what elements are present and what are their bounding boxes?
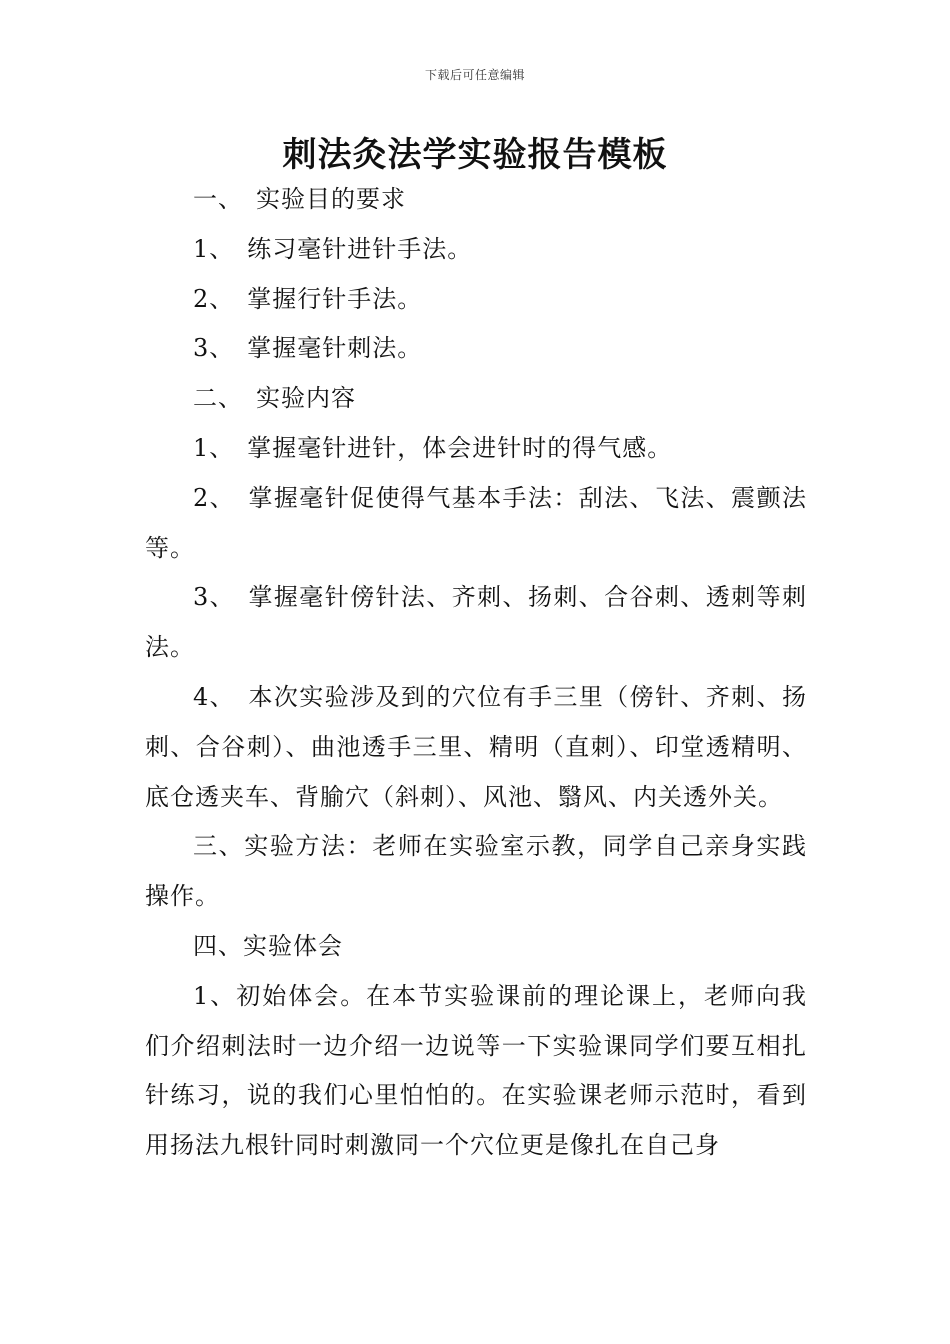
document-body	[145, 175, 807, 1171]
objective-item-3: 3、 掌握毫针刺法。	[193, 334, 423, 363]
objective-item-1: 1、 练习毫针进针手法。	[193, 234, 473, 263]
header-note: 下载后可任意编辑	[424, 68, 525, 82]
experience-item-1: 1、初始体会。在本节实验课前的理论课上，老师向我们介绍刺法时一边介绍一边说等一下实验课同学们要互相扎针练习，说的我们心里怕怕的。在实验课老师示范时，看到用扬法九根针同时刺激同一个穴位更是像扎在自己身	[145, 981, 807, 1160]
objective-item-2: 2、 掌握行针手法。	[193, 284, 423, 313]
document-title: 刺法灸法学实验报告模板	[282, 135, 668, 175]
content-item-4: 4、 本次实验涉及到的穴位有手三里（傍针、齐刺、扬刺、合谷刺）、曲池透手三里、精明（直刺）、印堂透精明、底仓透夹车、背腧穴（斜刺）、风池、翳风、内关透外关。	[145, 682, 807, 811]
section-heading-objectives: 一、 实验目的要求	[193, 185, 406, 213]
content-item-2: 2、 掌握毫针促使得气基本手法：刮法、飞法、震颤法等。	[145, 483, 807, 562]
content-item-1: 1、 掌握毫针进针，体会进针时的得气感。	[193, 433, 673, 462]
section-heading-content: 二、 实验内容	[193, 384, 356, 413]
section-heading-experience: 四、实验体会	[193, 931, 343, 960]
section-method: 三、实验方法：老师在实验室示教，同学自己亲身实践操作。	[145, 832, 807, 911]
content-item-3: 3、 掌握毫针傍针法、齐刺、扬刺、合谷刺、透刺等刺法。	[145, 583, 807, 662]
